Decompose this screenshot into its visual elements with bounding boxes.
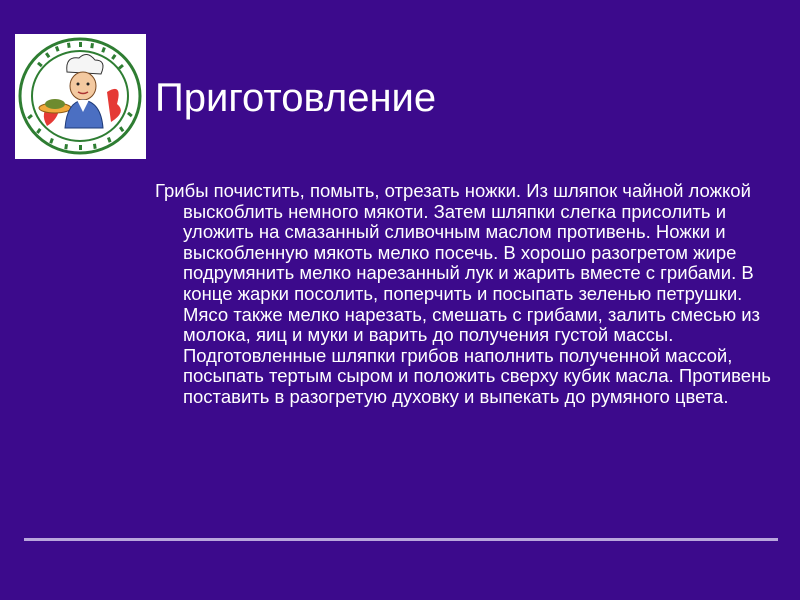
college-emblem-icon [15,34,146,159]
college-logo [15,34,146,159]
bottom-divider [24,538,778,541]
recipe-text: Грибы почистить, помыть, отрезать ножки. Из шляпок чайной ложкой выскоблить немного мякоти. Затем шляпки слегка присолить и уложить на смазанный сливочным маслом противень. Ножки и выскобленную мякоть мелко посечь. В хорошо разогретом жире подрумянить мелко нарезанный лук и жарить вместе с грибами. В конце жарки посолить, поперчить и посыпать зеленью петрушки. Мясо также мелко нарезать, смешать с грибами, залить смесью из молока, яиц и муки и варить до получения густой массы. Подготовленные шляпки грибов наполнить полученной массой, посыпать тертым сыром и положить сверху кубик масла. Противень поставить в разогретую духовку и выпекать до румяного цвета. [155,180,771,407]
slide-title: Приготовление [155,76,437,120]
